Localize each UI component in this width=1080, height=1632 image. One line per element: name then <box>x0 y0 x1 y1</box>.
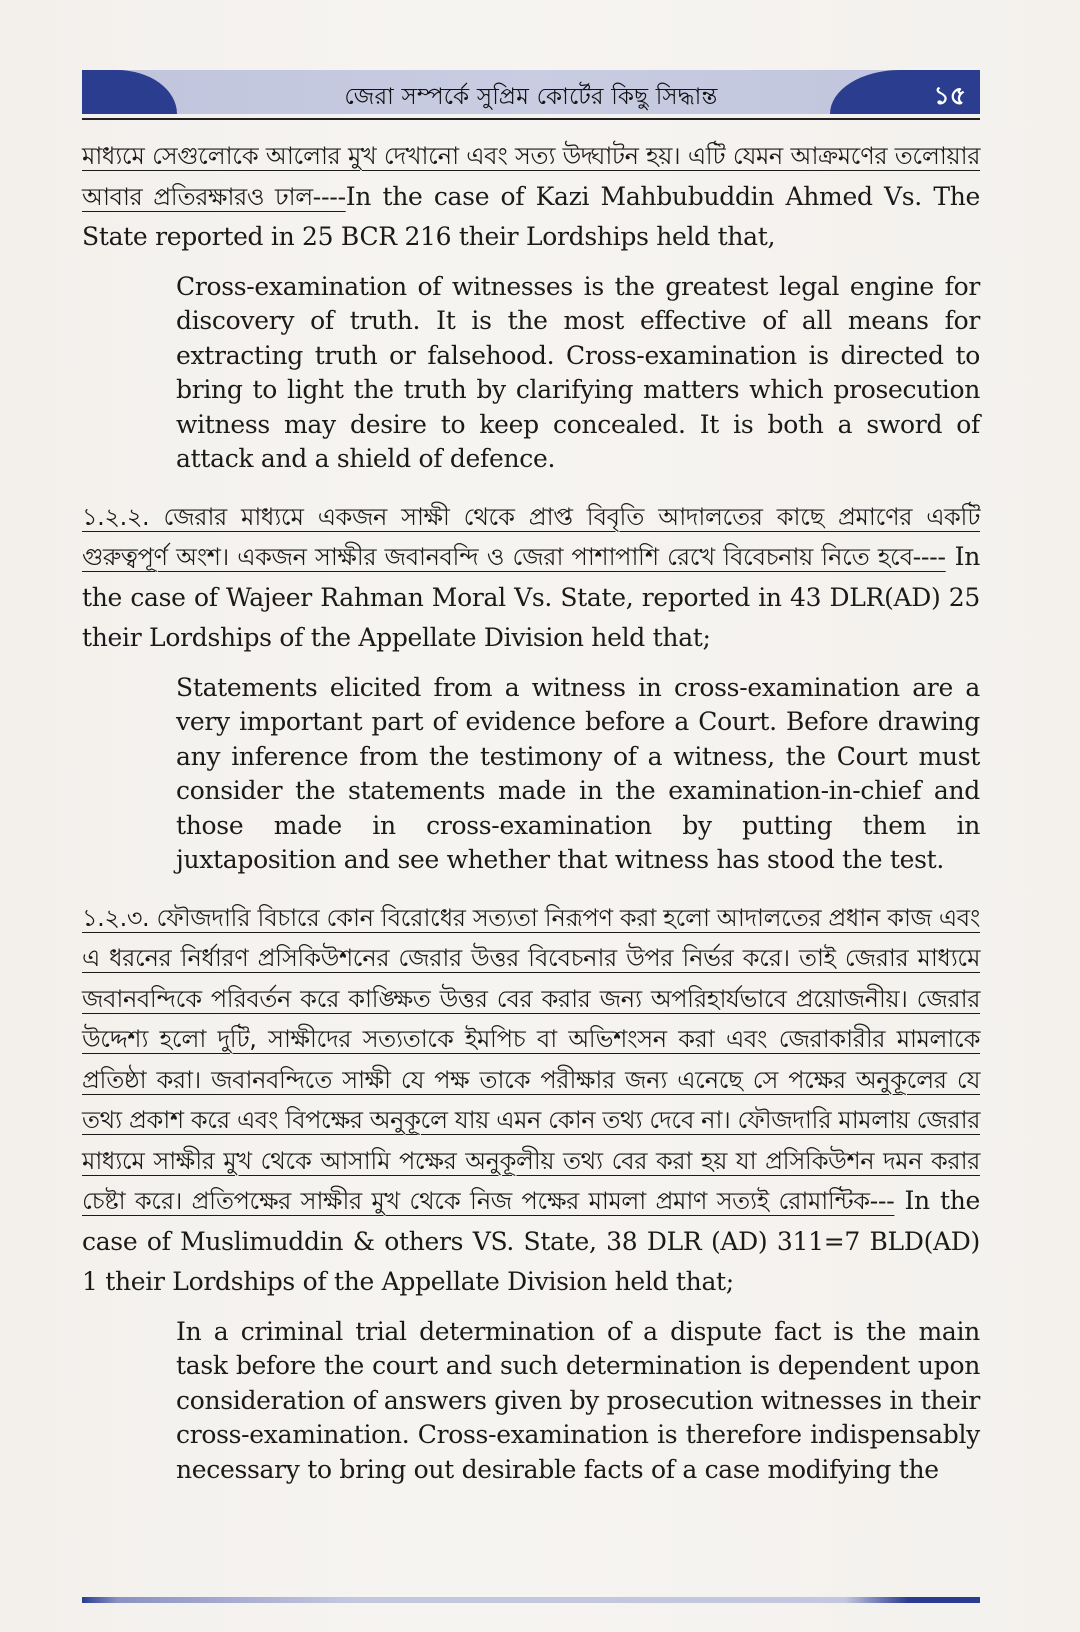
footer-rule <box>82 1597 980 1603</box>
quote-2: Statements elicited from a witness in cross-examination are a very important part of evidence before a Court. Before drawing any inference from the testimony of a witness, the Court must consider the statements made in the examination-in-chief and those made in cross-examination by putting them in juxtaposition and see whether that witness has stood the test. <box>176 672 980 874</box>
header-rule <box>82 118 980 120</box>
running-header-title: জেরা সম্পর্কে সুপ্রিম কোর্টের কিছু সিদ্ধান্ত <box>344 84 718 110</box>
section-1-2-2 <box>82 497 980 659</box>
section-1-2-2-bengali: ১.২.২. জেরার মাধ্যমে একজন সাক্ষী থেকে প্রাপ্ত বিবৃতি আদালতের কাছে প্রমাণের একটি গুরুত্বপূর্ণ অংশ। একজন সাক্ষীর জবানবন্দি ও জেরা পাশাপাশি রেখে বিবেচনায় নিতে হবে---- <box>82 502 980 571</box>
quote-1: Cross-examination of witnesses is the greatest legal engine for discovery of truth. It is the most effective of all means for extracting truth or falsehood. Cross-examination is directed to bring to light the truth by clarifying matters which prosecution witness may desire to keep concealed. It is both a sword of attack and a shield of defence. <box>176 271 980 473</box>
paragraph-1-english: In the case of Kazi Mahbubuddin Ahmed Vs. The State reported in 25 BCR 216 their Lordships held that, <box>82 181 980 251</box>
section-1-2-3-bengali: ১.২.৩. ফৌজদারি বিচারে কোন বিরোধের সত্যতা নিরূপণ করা হলো আদালতের প্রধান কাজ এবং এ ধরনের নির্ধারণ প্রসিকিউশনের জেরার উত্তর বিবেচনার উপর নির্ভর করে। তাই জেরার মাধ্যমে জবানবন্দিকে পরিবর্তন করে কাঙ্ক্ষিত উত্তর বের করার জন্য অপরিহার্যভাবে প্রয়োজনীয়। জেরার উদ্দেশ্য হলো দুটি, সাক্ষীদের সত্যতাকে ইমপিচ বা অভিশংসন করা এবং জেরাকারীর মামলাকে প্রতিষ্ঠা করা। জবানবন্দিতে সাক্ষী যে পক্ষ তাকে পরীক্ষার জন্য এনেছে সে পক্ষের অনুকূলের যে তথ্য প্রকাশ করে এবং বিপক্ষের অনুকূলে যায় এমন কোন তথ্য দেবে না। ফৌজদারি মামলায় জেরার মাধ্যমে সাক্ষীর মুখ থেকে আসামি পক্ষের অনুকূলীয় তথ্য বের করা হয় যা প্রসিকিউশন দমন করার চেষ্টা করে। প্রতিপক্ষের সাক্ষীর মুখ থেকে নিজ পক্ষের মামলা প্রমাণ সত্যই রোমান্টিক--- <box>82 903 980 1215</box>
section-1-2-3 <box>82 898 980 1303</box>
page-number: ১৫ <box>933 81 966 110</box>
page-body <box>82 136 980 1487</box>
section-1-2-2-english: In the case of Wajeer Rahman Moral Vs. State, reported in 43 DLR(AD) 25 their Lordships of the Appellate Division held that; <box>82 542 980 652</box>
paragraph-1-bengali: মাধ্যমে সেগুলোকে আলোর মুখ দেখানো এবং সত্য উদ্ঘাটন হয়। এটি যেমন আক্রমণের তলোয়ার আবার প্রতিরক্ষারও ঢাল---- <box>82 142 980 211</box>
quote-3: In a criminal trial determination of a dispute fact is the main task before the court and such determination is dependent upon consideration of answers given by prosecution witnesses in their cross-examination. Cross-examination is therefore indispensably necessary to bring out desirable facts of a case modifying the <box>176 1316 980 1484</box>
section-1-2-3-english: In the case of Muslimuddin & others VS. State, 38 DLR (AD) 311=7 BLD(AD) 1 their Lordships of the Appellate Division held that; <box>82 1186 980 1296</box>
running-header <box>82 70 980 114</box>
paragraph-1 <box>82 136 980 258</box>
